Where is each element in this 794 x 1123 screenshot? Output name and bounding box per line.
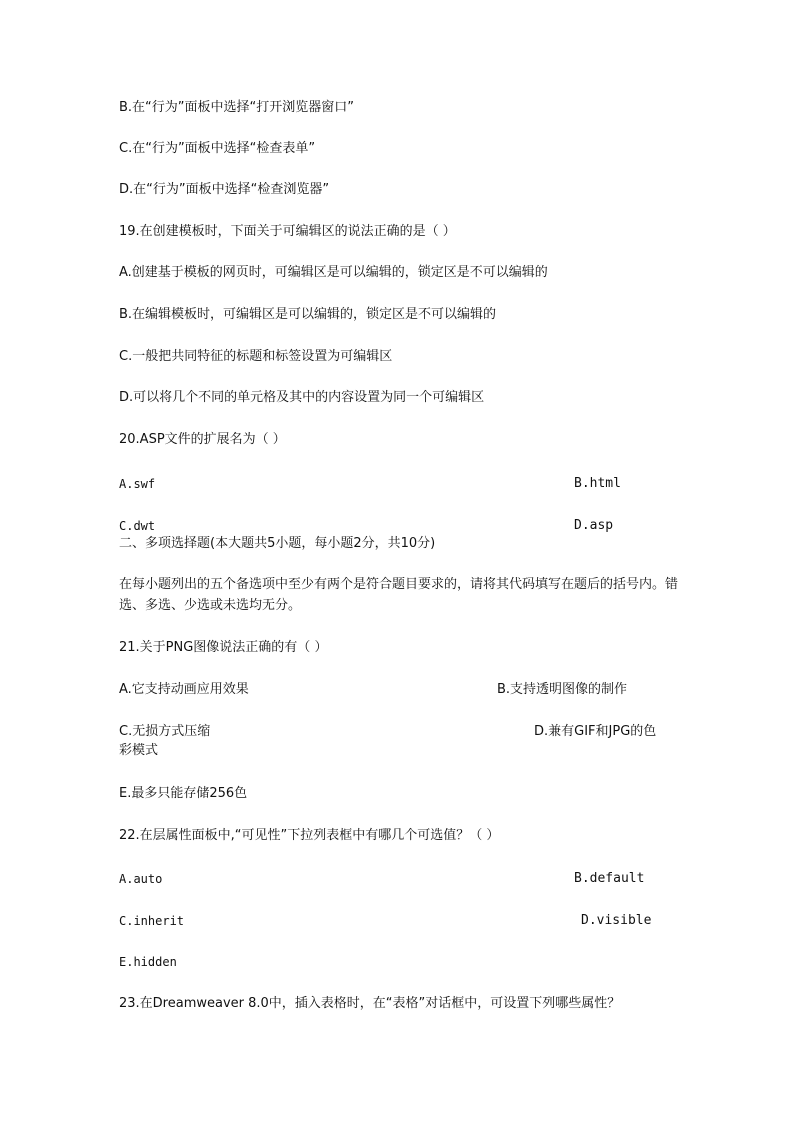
q19-option-c: C.一般把共同特征的标题和标签设置为可编辑区 <box>119 349 393 364</box>
section-2-title: 二、多项选择题(本大题共5小题，每小题2分，共10分) <box>119 536 436 551</box>
q20-option-d: D.asp <box>574 518 614 533</box>
q20-option-a: A.swf <box>119 477 156 491</box>
q18-option-d: D.在“行为”面板中选择“检查浏览器” <box>119 182 330 197</box>
q22-option-e: E.hidden <box>119 955 177 969</box>
q18-option-b: B.在“行为”面板中选择“打开浏览器窗口” <box>119 100 354 115</box>
q20-option-c: C.dwt <box>119 519 156 533</box>
q20-option-b: B.html <box>574 476 621 491</box>
q21-option-d: D.兼有GIF和JPG的色 <box>534 724 657 739</box>
q23-stem: 23.在Dreamweaver 8.0中，插入表格时，在“表格”对话框中，可设置下列哪些属性？ <box>119 996 621 1011</box>
q19-option-b: B.在编辑模板时，可编辑区是可以编辑的，锁定区是不可以编辑的 <box>119 307 497 322</box>
q22-stem: 22.在层属性面板中,“可见性”下拉列表框中有哪几个可选值？（ ） <box>119 828 500 843</box>
q22-option-a: A.auto <box>119 872 163 886</box>
q21-stem: 21.关于PNG图像说法正确的有（ ） <box>119 640 328 655</box>
q21-option-a: A.它支持动画应用效果 <box>119 682 249 697</box>
q22-option-b: B.default <box>574 871 645 886</box>
q22-option-c: C.inherit <box>119 914 185 928</box>
q21-option-d-continued: 彩模式 <box>119 743 159 758</box>
q21-option-e: E.最多只能存储256色 <box>119 786 248 801</box>
q20-stem: 20.ASP文件的扩展名为（ ） <box>119 432 286 447</box>
q19-stem: 19.在创建模板时，下面关于可编辑区的说法正确的是（ ） <box>119 224 456 239</box>
q21-option-b: B.支持透明图像的制作 <box>497 682 628 697</box>
q19-option-d: D.可以将几个不同的单元格及其中的内容设置为同一个可编辑区 <box>119 390 485 405</box>
q22-option-d: D.visible <box>581 913 652 928</box>
section-2-instructions: 在每小题列出的五个备选项中至少有两个是符合题目要求的，请将其代码填写在题后的括号内。错选、多选、少选或未选均无分。 <box>119 577 679 613</box>
q21-option-c: C.无损方式压缩 <box>119 724 211 739</box>
q18-option-c: C.在“行为”面板中选择“检查表单” <box>119 141 316 156</box>
q19-option-a: A.创建基于模板的网页时，可编辑区是可以编辑的，锁定区是不可以编辑的 <box>119 265 548 280</box>
